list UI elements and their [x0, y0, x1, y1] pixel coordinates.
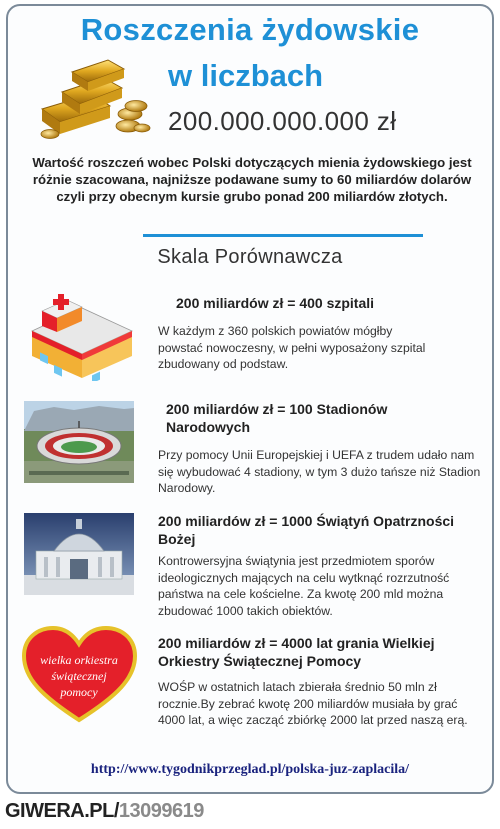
section-text: W każdym z 360 polskich powiatów mógłby powstać nowoczesny, w pełni wyposażony szpital zbudowany od podstaw. [158, 324, 426, 371]
section-text: Kontrowersyjna świątynia jest przedmiotem sporów ideologicznych mających na celu wytknąć rozrzutność państwa na cele kościelne. Za kwotę 200 mld można zbudować 1000 takich obiektów. [158, 554, 450, 618]
title-line-2: w liczbach [168, 58, 324, 93]
header [8, 6, 492, 156]
section-title: 200 miliardów zł = 100 Stadionów Narodowych [166, 401, 388, 435]
divider [143, 234, 423, 237]
logo-text-line-3: pomocy [60, 685, 98, 699]
title-line-1: Roszczenia żydowskie [80, 12, 420, 47]
hospital-icon [22, 286, 142, 381]
stadium-photo [24, 401, 134, 483]
section-text: Przy pomocy Unii Europejskiej i UEFA z trudem udało nam się wybudować 4 stadiony, w tym 3 dużo tańsze niż Stadion Narodowy. [158, 448, 481, 495]
source-link[interactable]: http://www.tygodnikprzeglad.pl/polska-juz-zaplacila/ [90, 762, 410, 777]
watermark-site: GIWERA.PL/ [5, 800, 119, 822]
logo-text-line-2: świątecznej [51, 669, 107, 683]
infographic-frame [6, 4, 494, 794]
watermark [5, 800, 204, 823]
total-amount: 200.000.000.000 zł [168, 106, 397, 136]
section-text: WOŚP w ostatnich latach zbierała średnio 50 mln zł rocznie.By zebrać kwotę 200 miliardów musiała by grać 4000 lat, a więc zacząć zbiórkę 2000 lat przed naszą erą. [158, 680, 468, 727]
wosp-heart-logo [22, 626, 137, 724]
scale-heading: Skala Porównawcza [157, 246, 343, 268]
intro-paragraph: Wartość roszczeń wobec Polski dotyczących mienia żydowskiego jest różnie szacowana, najniższe podawane sumy to 60 miliardów dolarów czyli przy obecnym kursie grubo ponad 200 miliardów złotych. [32, 155, 472, 204]
temple-photo [24, 513, 134, 595]
section-title: 200 miliardów zł = 1000 Świątyń Opatrzności Bożej [158, 513, 455, 547]
section-title: 200 miliardów zł = 4000 lat grania Wielkiej Orkiestry Świątecznej Pomocy [158, 635, 435, 669]
watermark-id: 13099619 [118, 800, 204, 822]
logo-text-line-1: wielka orkiestra [40, 653, 118, 667]
gold-bars-icon [32, 54, 152, 144]
section-title: 200 miliardów zł = 400 szpitali [176, 295, 375, 311]
